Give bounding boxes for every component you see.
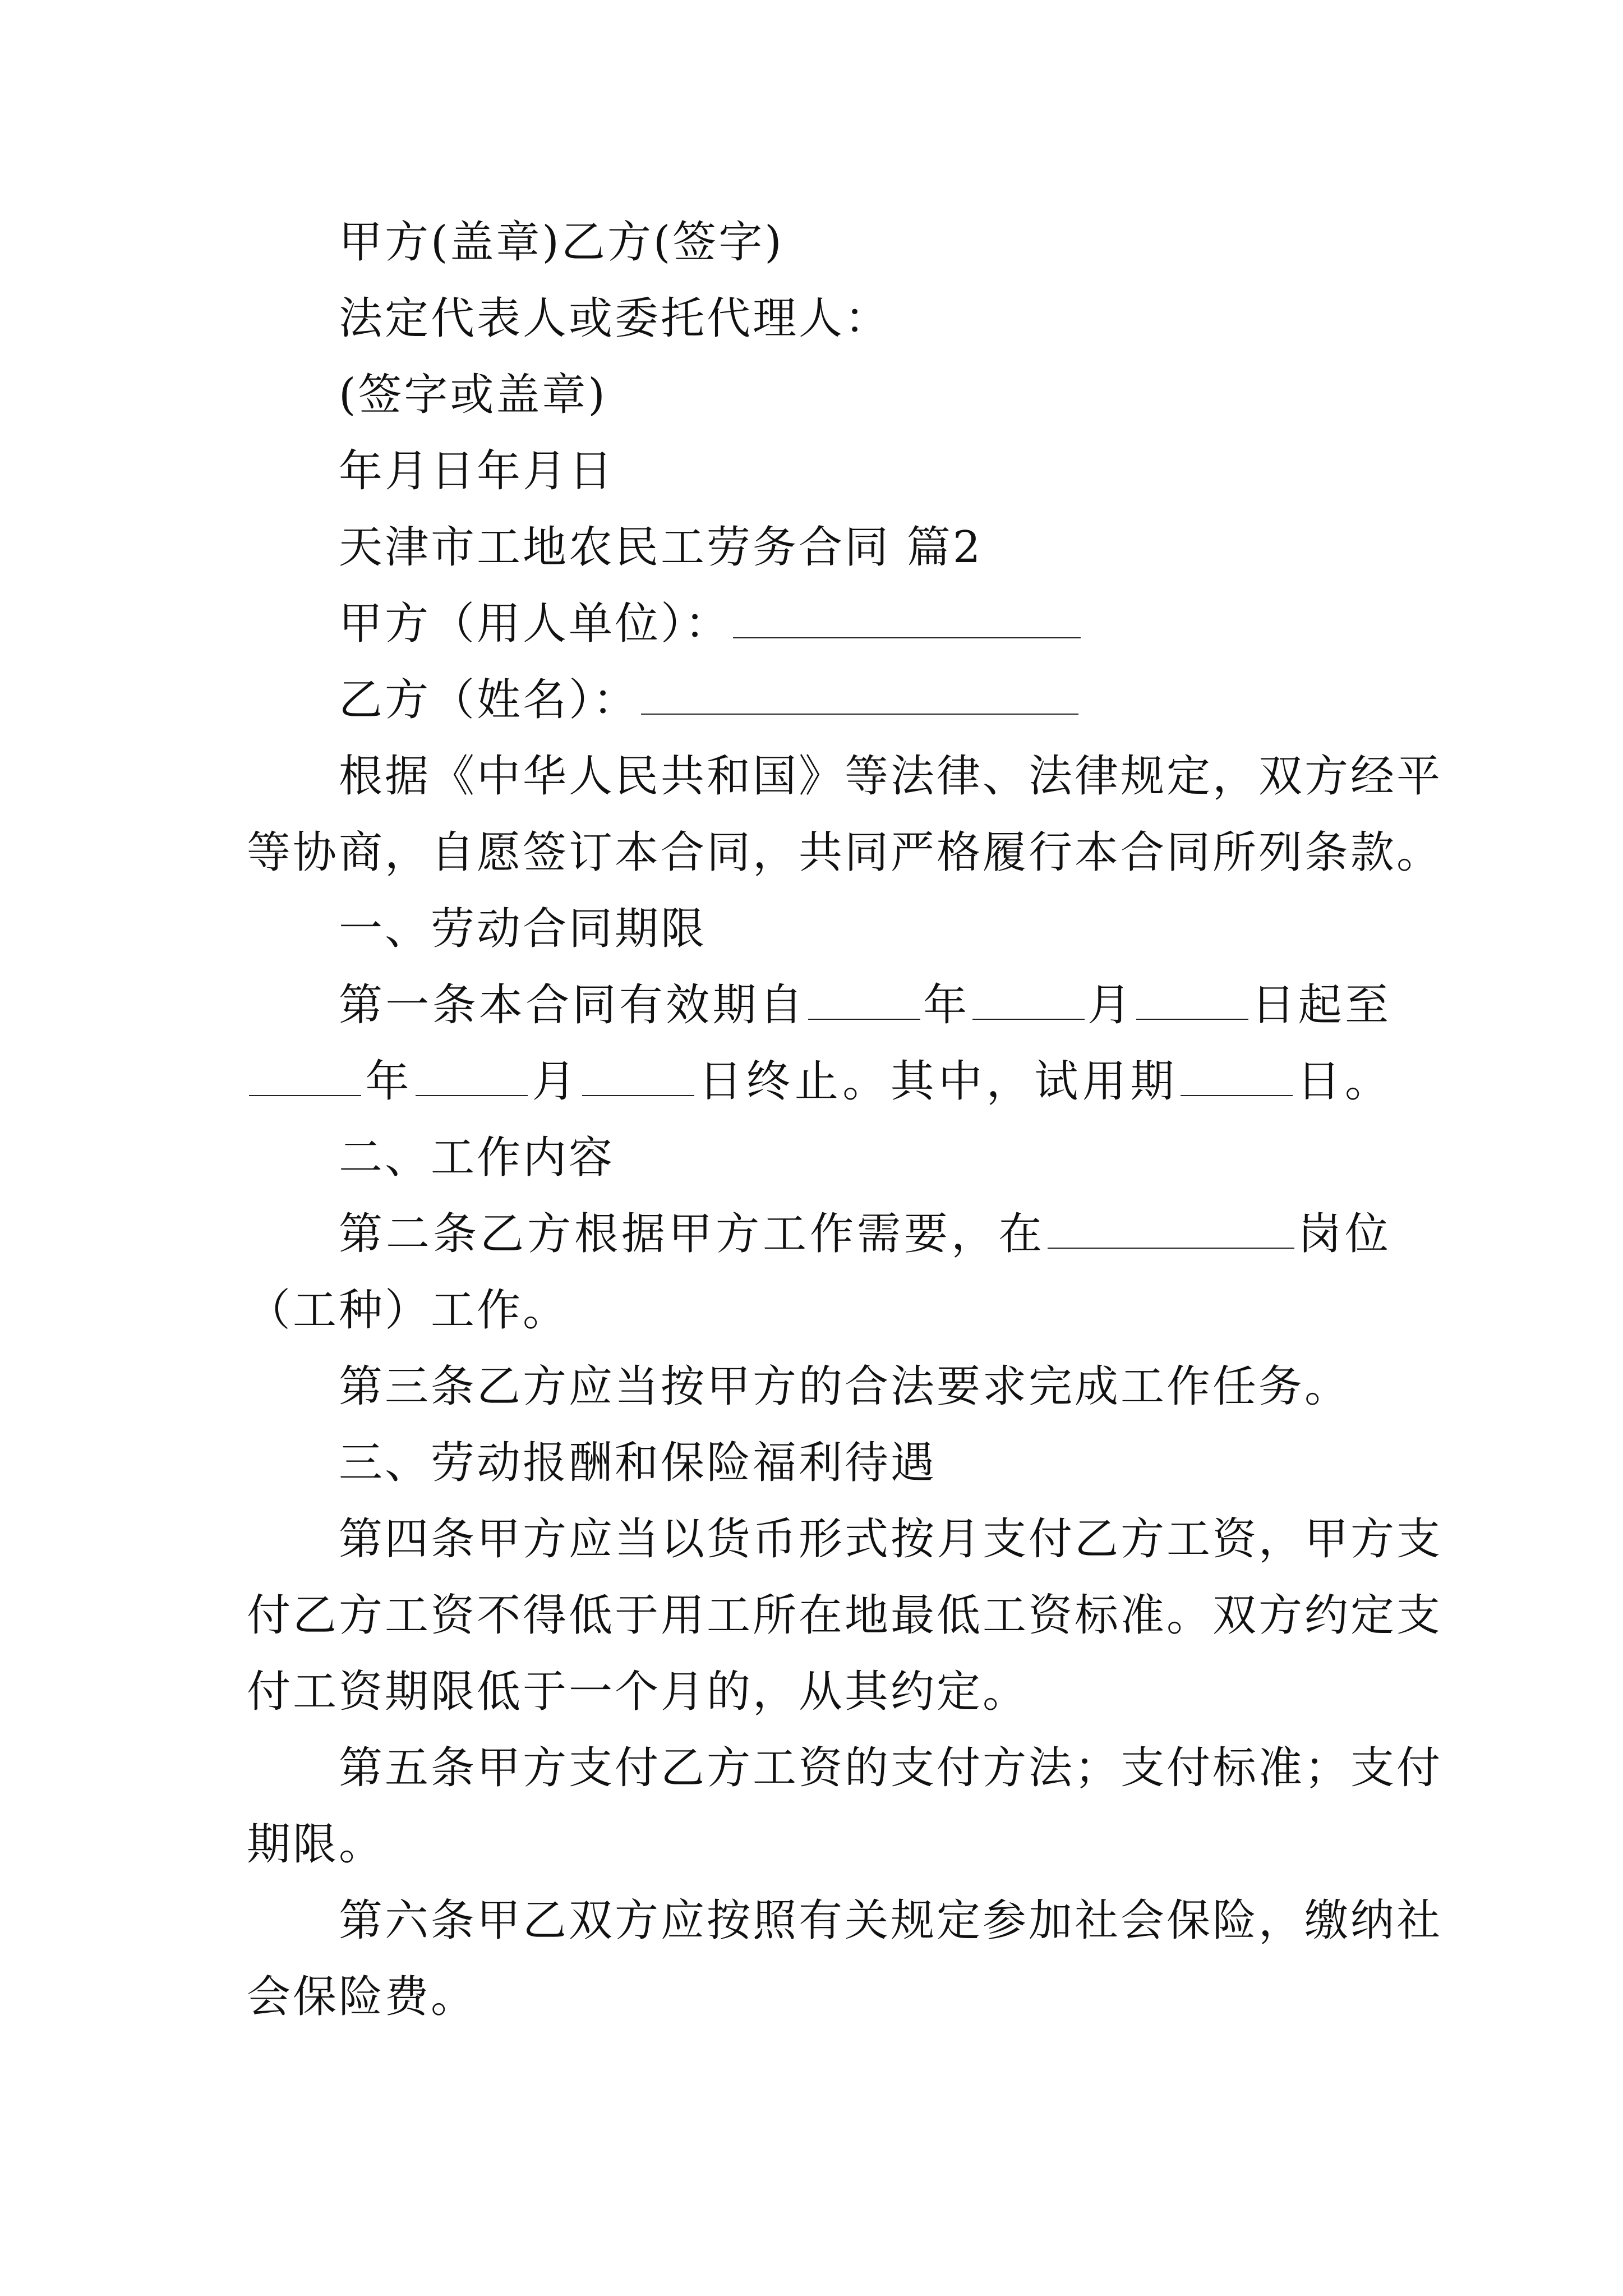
article-4-line-3: 付工资期限低于一个月的，从其约定。 — [247, 1667, 1029, 1717]
article-4-line-1: 第四条甲方应当以货币形式按月支付乙方工资，甲方支 — [339, 1514, 1443, 1565]
intro-line-2: 等协商，自愿签订本合同，共同严格履行本合同所列条款。 — [247, 827, 1443, 878]
section-heading-3: 三、劳动报酬和保险福利待遇 — [339, 1438, 937, 1488]
article-1-line-2: 年 月 日终止。其中，试用期 日。 — [247, 1053, 1391, 1110]
end-year-blank — [249, 1061, 361, 1096]
party-b-label: 乙方（姓名）： — [339, 675, 639, 725]
end-month-blank — [416, 1061, 528, 1096]
article-3: 第三条乙方应当按甲方的合法要求完成工作任务。 — [339, 1361, 1351, 1412]
article-6-line-1: 第六条甲乙双方应按照有关规定参加社会保险，缴纳社 — [339, 1895, 1443, 1946]
sign-or-seal-line: (签字或盖章) — [339, 370, 607, 420]
representative-line: 法定代表人或委托代理人： — [339, 293, 891, 344]
intro-line-1: 根据《中华人民共和国》等法律、法律规定，双方经平 — [339, 751, 1443, 802]
post-blank — [1048, 1214, 1294, 1249]
section-heading-1: 一、劳动合同期限 — [339, 904, 707, 954]
party-a-label: 甲方（用人单位）： — [339, 599, 731, 649]
party-a-blank — [733, 604, 1081, 638]
party-b-blank — [641, 680, 1078, 715]
article-2-line-1: 第二条乙方根据甲方工作需要，在 岗位 — [339, 1209, 1391, 1259]
article-5-line-1: 第五条甲方支付乙方工资的支付方法；支付标准；支付 — [339, 1743, 1443, 1793]
end-day-blank — [582, 1061, 694, 1096]
date-line: 年月日年月日 — [339, 446, 615, 496]
signature-line: 甲方(盖章)乙方(签字) — [339, 217, 784, 268]
month-blank — [972, 985, 1085, 1020]
year-blank — [808, 985, 920, 1020]
article-5-line-2: 期限。 — [247, 1819, 385, 1870]
probation-blank — [1181, 1061, 1293, 1096]
party-b-row — [339, 672, 1391, 728]
article-1-line-1: 第一条本合同有效期自 年 月 日起至 — [339, 980, 1391, 1030]
article-6-line-2: 会保险费。 — [247, 1972, 477, 2022]
party-a-row — [339, 596, 1391, 652]
day-blank — [1136, 985, 1248, 1020]
article-2-line-2: （工种）工作。 — [247, 1285, 569, 1336]
contract-title: 天津市工地农民工劳务合同 篇2 — [339, 522, 983, 573]
article-4-line-2: 付乙方工资不得低于用工所在地最低工资标准。双方约定支 — [247, 1590, 1443, 1641]
section-heading-2: 二、工作内容 — [339, 1133, 615, 1183]
